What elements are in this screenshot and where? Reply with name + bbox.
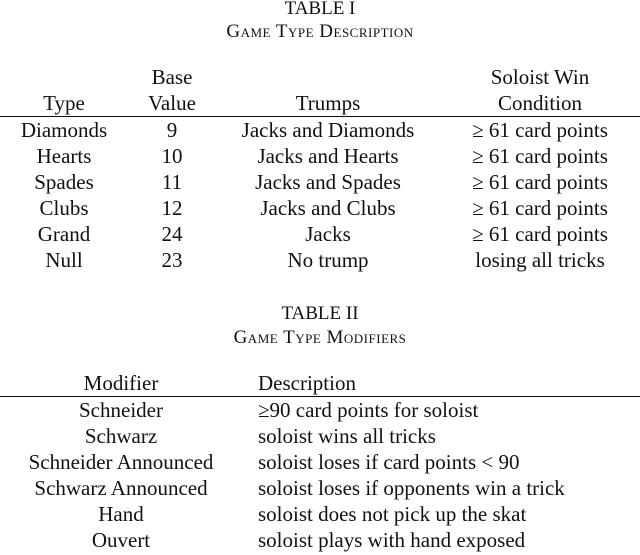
table-row (0, 143, 640, 169)
cell-type: Grand (37, 222, 91, 246)
table1-label: TABLE I (284, 0, 356, 19)
cell-win: ≥ 61 card points (472, 144, 608, 168)
header-value: Value (128, 90, 216, 117)
table2-title: Game Type Modifiers (233, 327, 407, 348)
cell-win: ≥ 61 card points (472, 170, 608, 194)
table2-label: TABLE II (281, 303, 359, 324)
cell-description: soloist wins all tricks (258, 424, 436, 448)
cell-modifier: Schwarz Announced (34, 476, 208, 500)
cell-description: soloist loses if card points < 90 (258, 450, 520, 474)
cell-base: 11 (161, 170, 183, 194)
game-modifiers-table (0, 370, 640, 553)
table-row (0, 169, 640, 195)
cell-type: Null (45, 248, 83, 272)
cell-type: Spades (34, 170, 94, 194)
table1-title: Game Type Description (226, 21, 414, 42)
cell-base: 23 (161, 248, 183, 272)
header-trumps: Trumps (216, 90, 440, 117)
header-condition: Condition (440, 90, 640, 117)
game-type-table (0, 64, 640, 273)
cell-trumps: Jacks and Diamonds (241, 118, 415, 142)
table-row (0, 423, 640, 449)
cell-win: losing all tricks (475, 248, 605, 272)
table-row (0, 527, 640, 553)
table-row (0, 195, 640, 221)
cell-modifier: Schwarz (84, 424, 158, 448)
table-row (0, 397, 640, 424)
table-row (0, 475, 640, 501)
cell-trumps: Jacks and Hearts (257, 144, 399, 168)
table-row (0, 247, 640, 273)
cell-type: Clubs (39, 196, 89, 220)
table1-header-row-top (0, 64, 640, 90)
cell-base: 12 (161, 196, 183, 220)
cell-description: soloist plays with hand exposed (258, 528, 526, 552)
cell-trumps: Jacks (305, 222, 351, 246)
cell-win: ≥ 61 card points (472, 222, 608, 246)
table-row (0, 501, 640, 527)
cell-modifier: Ouvert (91, 528, 151, 552)
table-row (0, 449, 640, 475)
cell-base: 10 (161, 144, 183, 168)
header-description: Description (242, 370, 640, 397)
cell-trumps: No trump (287, 248, 369, 272)
header-base: Base (151, 65, 193, 89)
cell-description: soloist loses if opponents win a trick (258, 476, 565, 500)
cell-modifier: Schneider (79, 398, 163, 422)
cell-trumps: Jacks and Spades (255, 170, 401, 194)
cell-modifier: Hand (98, 502, 144, 526)
header-soloist-win: Soloist Win (490, 65, 590, 89)
cell-trumps: Jacks and Clubs (260, 196, 396, 220)
cell-type: Hearts (36, 144, 92, 168)
table2-header-row (0, 370, 640, 397)
cell-description: ≥90 card points for soloist (258, 398, 479, 422)
table-row (0, 221, 640, 247)
cell-win: ≥ 61 card points (472, 118, 608, 142)
table-row (0, 117, 640, 144)
cell-win: ≥ 61 card points (472, 196, 608, 220)
cell-type: Diamonds (20, 118, 108, 142)
cell-base: 24 (161, 222, 183, 246)
cell-base: 9 (166, 118, 178, 142)
header-modifier: Modifier (0, 370, 242, 397)
cell-modifier: Schneider Announced (28, 450, 214, 474)
table1-header-row-bottom (0, 90, 640, 117)
header-type: Type (0, 90, 128, 117)
cell-description: soloist does not pick up the skat (258, 502, 527, 526)
